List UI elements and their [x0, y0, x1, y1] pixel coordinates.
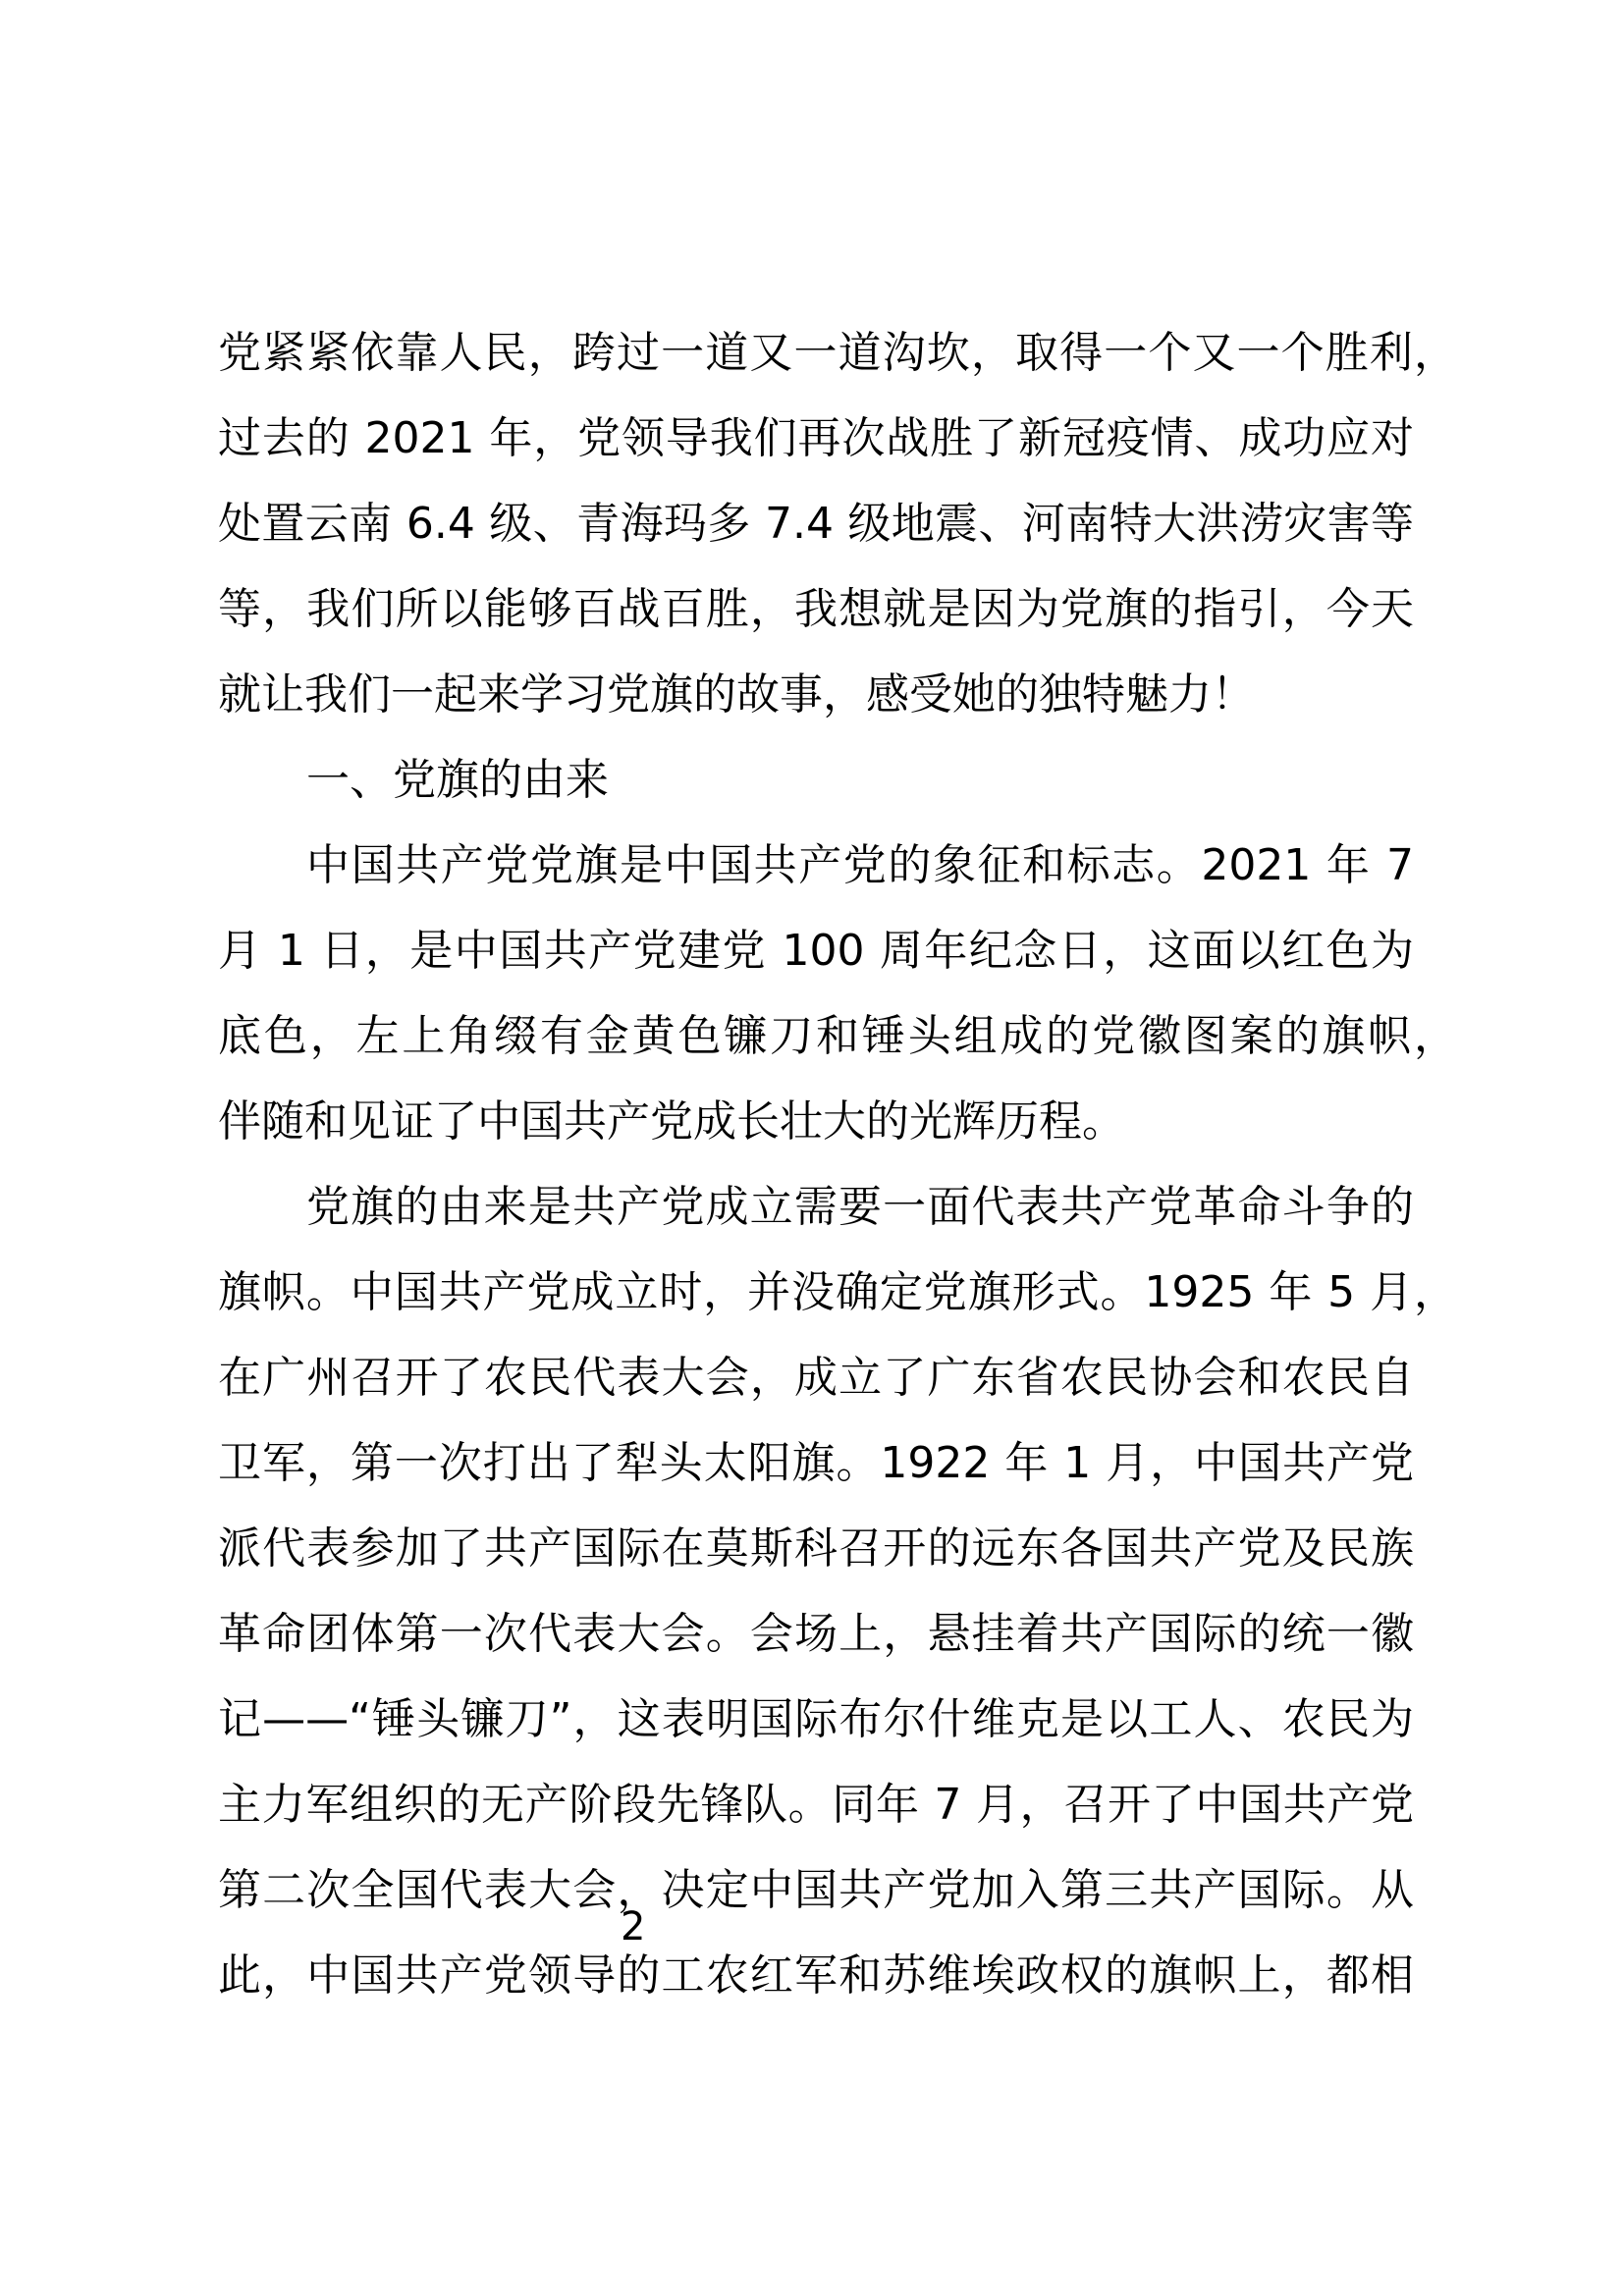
text-line: 记——“锤头镰刀”，这表明国际布尔什维克是以工人、农民为 — [218, 1694, 1414, 1744]
text-line: 等，我们所以能够百战百胜，我想就是因为党旗的指引，今天 — [218, 584, 1414, 634]
text-line: 伴随和见证了中国共产党成长壮大的光辉历程。 — [218, 1096, 1125, 1147]
text-line: 在广州召开了农民代表大会，成立了广东省农民协会和农民自 — [218, 1353, 1414, 1403]
text-line: 此，中国共产党领导的工农红军和苏维埃政权的旗帜上，都相 — [218, 1950, 1414, 2001]
text-line: 就让我们一起来学习党旗的故事，感受她的独特魅力！ — [218, 669, 1255, 720]
text-line: 革命团体第一次代表大会。会场上，悬挂着共产国际的统一徽 — [218, 1609, 1414, 1659]
text-line: 中国共产党党旗是中国共产党的象征和标志。2021 年 7 — [306, 840, 1414, 890]
text-line: 旗帜。中国共产党成立时，并没确定党旗形式。1925 年 5 月， — [218, 1267, 1457, 1317]
text-line: 处置云南 6.4 级、青海玛多 7.4 级地震、河南特大洪涝灾害等 — [218, 499, 1414, 549]
text-line: 党紧紧依靠人民，跨过一道又一道沟坎，取得一个又一个胜利， — [218, 328, 1457, 378]
section-heading: 一、党旗的由来 — [306, 755, 609, 805]
text-line: 卫军，第一次打出了犁头太阳旗。1922 年 1 月，中国共产党 — [218, 1438, 1414, 1488]
text-line: 月 1 日，是中国共产党建党 100 周年纪念日，这面以红色为 — [218, 926, 1414, 976]
text-line: 第二次全国代表大会，决定中国共产党加入第三共产国际。从 — [218, 1865, 1414, 1915]
text-line: 底色，左上角缀有金黄色镰刀和锤头组成的党徽图案的旗帜， — [218, 1011, 1457, 1061]
text-line: 主力军组织的无产阶段先锋队。同年 7 月，召开了中国共产党 — [218, 1780, 1414, 1830]
text-line: 党旗的由来是共产党成立需要一面代表共产党革命斗争的 — [306, 1182, 1414, 1232]
text-line: 派代表参加了共产国际在莫斯科召开的远东各国共产党及民族 — [218, 1523, 1414, 1574]
text-line: 过去的 2021 年，党领导我们再次战胜了新冠疫情、成功应对 — [218, 413, 1414, 463]
page-number: 2 — [621, 1904, 646, 1949]
